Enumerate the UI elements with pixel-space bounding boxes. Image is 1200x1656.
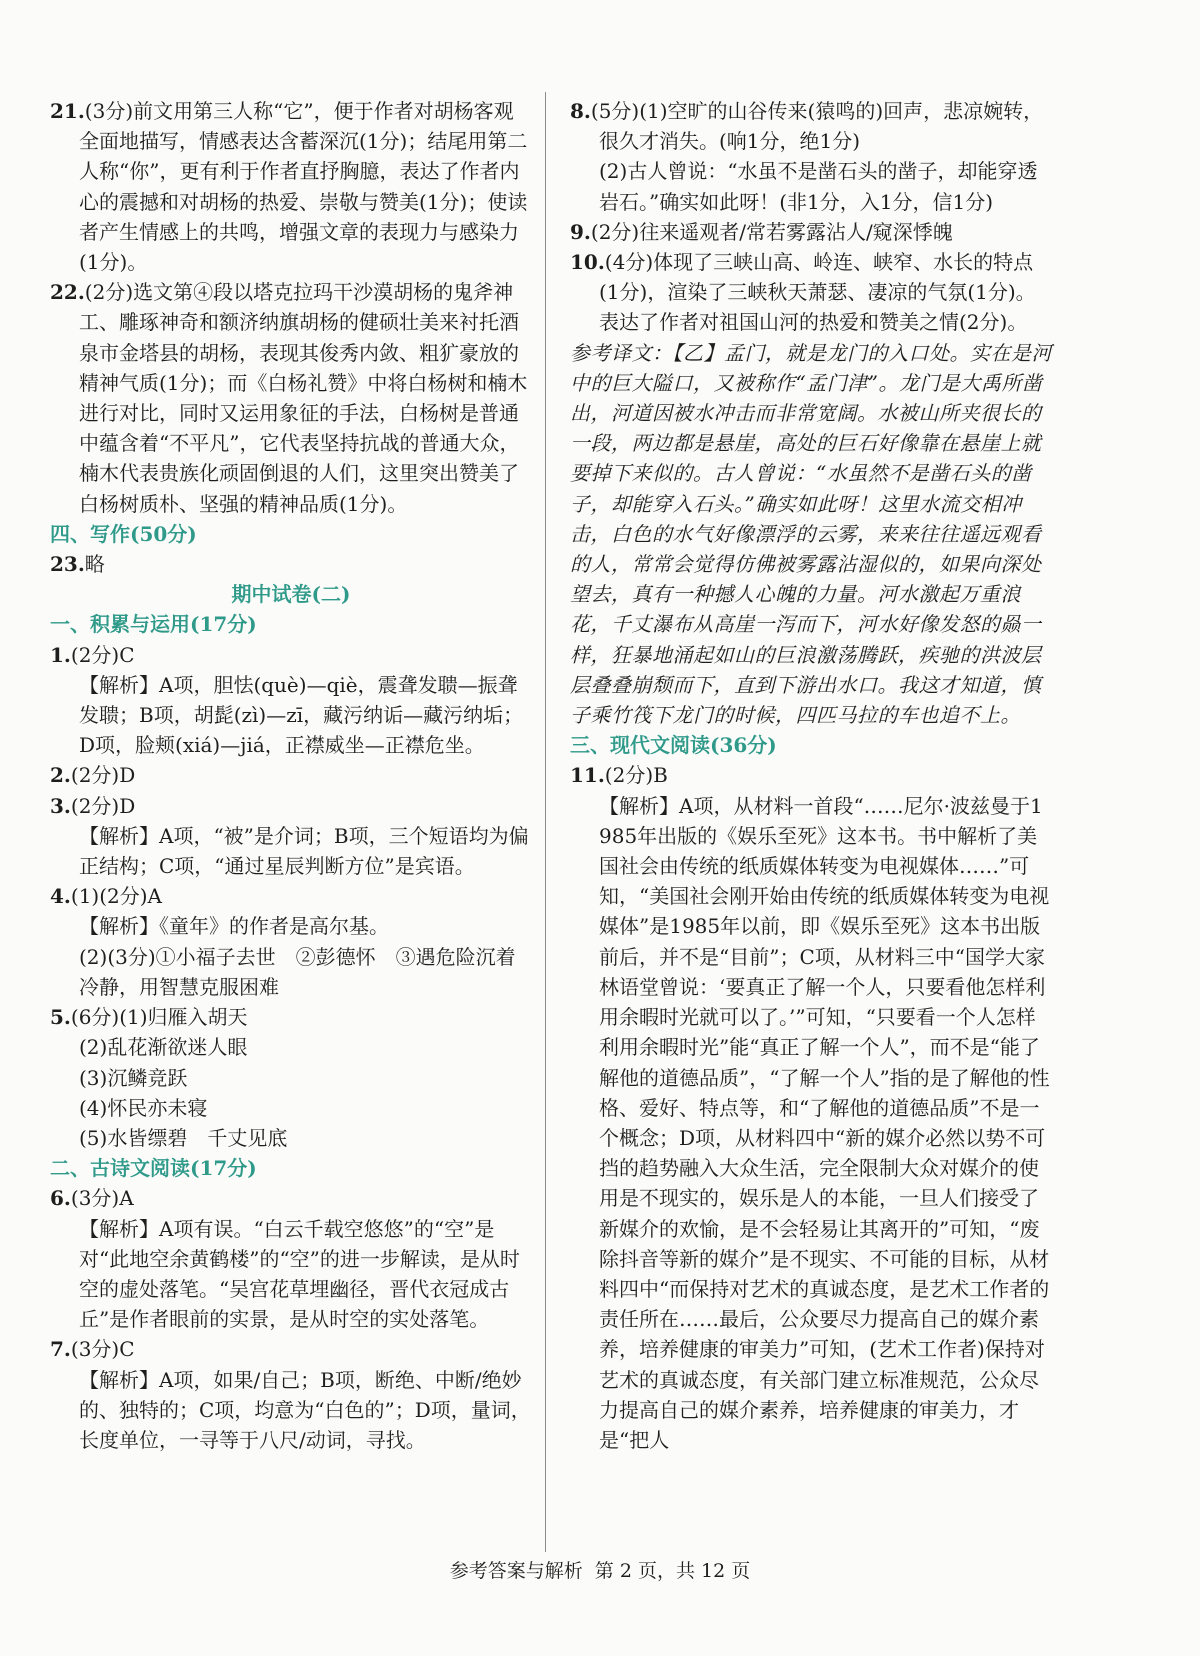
- section-heading-writing: 四、写作(50分): [50, 521, 197, 546]
- answer-5-line: (4)怀民亦未寝: [79, 1095, 208, 1120]
- answer-10: 10.(4分)体现了三峡山高、岭连、峡窄、水长的特点(1分)，渲染了三峡秋天萧瑟、凄凉的气氛(1分)。表达了作者对祖国山河的热爱和赞美之情(2分)。: [570, 250, 1036, 335]
- answer-4: 4.(1)(2分)A: [50, 884, 162, 909]
- answer-3: 3.(2分)D: [50, 793, 136, 818]
- page-footer: [0, 1556, 1200, 1583]
- reference-translation: 参考译文：【乙】孟门，就是龙门的入口处。实在是河中的巨大隘口，又被称作“孟门津”。龙门是大禹所凿出，河道因被水冲击而非常宽阔。水被山所夹很长的一段，两边都是悬崖，高处的巨石好像靠在悬崖上就要掉下来似的。古人曾说：“水虽然不是凿石头的凿子，却能穿入石头。”确实如此呀！这里水流交相冲击，白色的水气好像漂浮的云雾，来来往往遥远观看的人，常常会觉得仿佛被雾露沾湿似的，如果向深处望去，真有一种撼人心魄的力量。河水激起万重浪花，千丈瀑布从高崖一泻而下，河水好像发怒的赑一样，狂暴地涌起如山的巨浪激荡腾跃，疾驰的洪波层层叠叠崩颓而下，直到下游出水口。我这才知道，慎子乘竹筏下龙门的时候，四匹马拉的车也追不上。: [570, 340, 1052, 728]
- answer-6-analysis: 【解析】A项有误。“白云千载空悠悠”的“空”是对“此地空余黄鹤楼”的“空”的进一步解读，是从时空的虚处落笔。“吴宫花草埋幽径，晋代衣冠成古丘”是作者眼前的实景，是从时空的实处落笔。: [79, 1216, 520, 1332]
- answer-23: 23.略: [50, 552, 105, 577]
- answer-4-analysis: 【解析】《童年》的作者是高尔基。: [79, 914, 389, 939]
- footer-title: 参考答案与解析: [449, 1560, 583, 1582]
- answer-4-part2: (2)(3分)①小福子去世 ②彭德怀 ③遇危险沉着冷静，用智慧克服困难: [79, 944, 516, 999]
- answer-21: 21.(3分)前文用第三人称“它”，便于作者对胡杨客观全面地描写，情感表达含蓄深沉(1分)；结尾用第二人称“你”，更有利于作者直抒胸臆，表达了作者内心的震撼和对胡杨的热爱、崇敬与赞美(1分)；使读者产生情感上的共鸣，增强文章的表现力与感染力(1分)。: [50, 99, 528, 275]
- section-heading-modern: 三、现代文阅读(36分): [570, 733, 777, 758]
- answer-8-part2: (2)古人曾说：“水虽不是凿石头的凿子，却能穿透岩石。”确实如此呀！(非1分，入1分，信1分): [599, 159, 1038, 214]
- answer-2: 2.(2分)D: [50, 763, 136, 788]
- page-number: 第 2 页，共 12 页: [594, 1560, 751, 1582]
- section-heading-accumulation: 一、积累与运用(17分): [50, 612, 257, 637]
- answer-3-analysis: 【解析】A项，“被”是介词；B项，三个短语均为偏正结构；C项，“通过星辰判断方位”是宾语。: [79, 823, 529, 879]
- answer-11: 11.(2分)B: [570, 763, 668, 788]
- answer-9: 9.(2分)往来遥观者/常若雾露沾人/窥深悸魄: [570, 219, 953, 244]
- answer-7-analysis: 【解析】A项，如果/自己；B项，断绝、中断/绝妙的、独特的；C项，均意为“白色的”；D项，量词，长度单位，一寻等于八尺/动词，寻找。: [79, 1367, 531, 1452]
- answer-5-line: (5)水皆缥碧 千丈见底: [79, 1125, 288, 1150]
- answer-6: 6.(3分)A: [50, 1186, 134, 1211]
- answer-1-analysis: 【解析】A项，胆怯(què)—qiè，震聋发聩—振聋发聩；B项，胡髭(zì)—zī，藏污纳诟—藏污纳垢；D项，脸颊(xiá)—jiá，正襟威坐—正襟危坐。: [79, 672, 524, 758]
- answer-8: 8.(5分)(1)空旷的山谷传来(猿鸣的)回声，悲凉婉转，很久才消失。(响1分，绝1分): [570, 99, 1044, 154]
- answer-5-line: (2)乱花渐欲迷人眼: [79, 1035, 248, 1060]
- right-column: [570, 96, 1052, 1455]
- answer-5-line: (3)沉鳞竞跃: [79, 1065, 188, 1090]
- answer-22: 22.(2分)选文第④段以塔克拉玛干沙漠胡杨的鬼斧神工、雕琢神奇和额济纳旗胡杨的健硕壮美来衬托酒泉市金塔县的胡杨，表现其俊秀内敛、粗犷豪放的精神气质(1分)；而《白杨礼赞》中将白杨树和楠木进行对比，同时又运用象征的手法，白杨树是普通中蕴含着“不平凡”，它代表坚持抗战的普通大众，楠木代表贵族化顽固倒退的人们，这里突出赞美了白杨树质朴、坚强的精神品质(1分)。: [50, 280, 528, 516]
- answer-1: 1.(2分)C: [50, 642, 135, 667]
- answer-11-analysis: 【解析】A项，从材料一首段“……尼尔·波兹曼于1985年出版的《娱乐至死》这本书。书中解析了美国社会由传统的纸质媒体转变为电视媒体……”可知，“美国社会刚开始由传统的纸质媒体转变为电视媒体”是1985年以前，即《娱乐至死》这本书出版前后，并不是“目前”；C项，从材料三中“国学大家林语堂曾说：‘要真正了解一个人，只要看他怎样利用余暇时光就可以了。’”可知，“只要看一个人怎样利用余暇时光”能“真正了解一个人”，而不是“能了解他的道德品质”，“了解一个人”指的是了解他的性格、爱好、特点等，和“了解他的道德品质”不是一个概念；D项，从材料四中“新的媒介必然以势不可挡的趋势融入大众生活，完全限制大众对媒介的使用是不现实的，娱乐是人的本能，一旦人们接受了新媒介的欢愉，是不会轻易让其离开的”可知，“废除抖音等新的媒介”是不现实、不可能的目标，从材料四中“而保持对艺术的真诚态度，是艺术工作者的责任所在……最后，公众要尽力提高自己的媒介素养，培养健康的审美力”可知，(艺术工作者)保持对艺术的真诚态度，有关部门建立标准规范，公众尽力提高自己的媒介素养，培养健康的审美力，才是“把人: [599, 793, 1050, 1452]
- answer-5: 5.(6分)(1)归雁入胡天: [50, 1005, 248, 1030]
- column-divider: [545, 92, 546, 1552]
- answer-7: 7.(3分)C: [50, 1337, 135, 1362]
- exam-title: 期中试卷(二): [231, 582, 351, 607]
- section-heading-classical: 二、古诗文阅读(17分): [50, 1156, 257, 1181]
- left-column: [50, 96, 532, 1455]
